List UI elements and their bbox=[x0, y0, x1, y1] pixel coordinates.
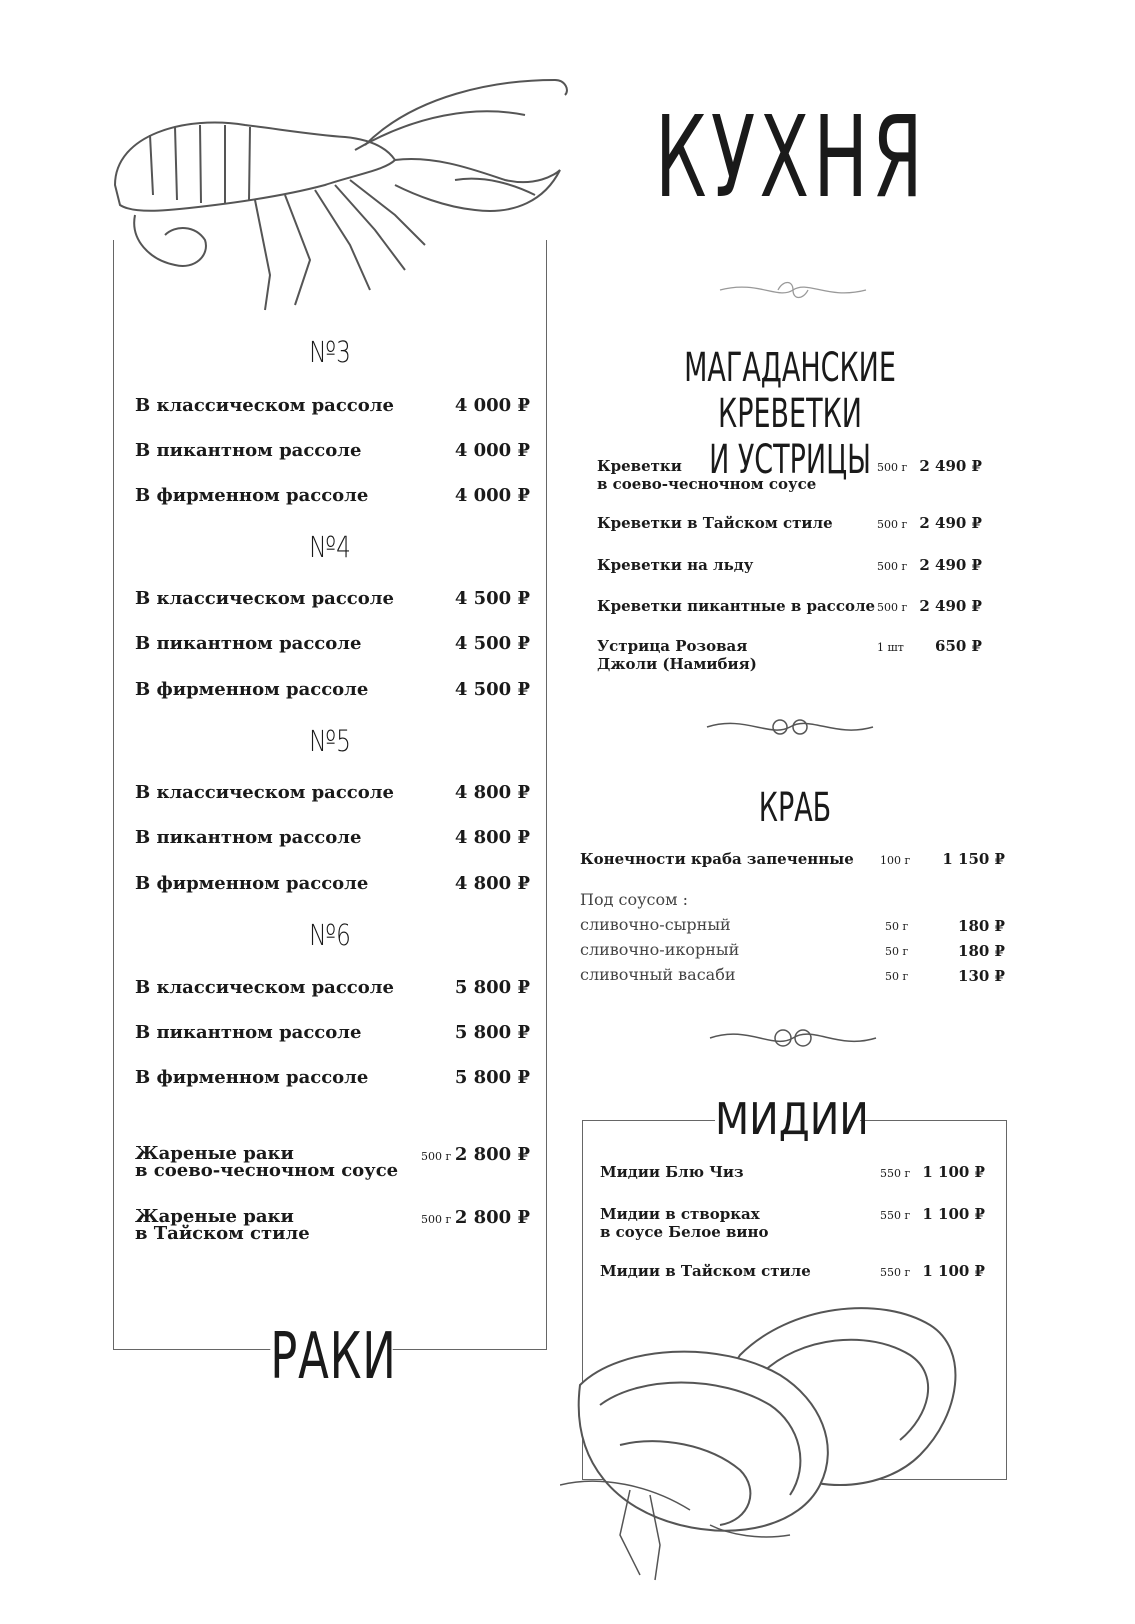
sauce-label: Под соусом : bbox=[580, 890, 689, 909]
flourish-divider bbox=[705, 710, 875, 744]
section-label: №4 bbox=[309, 530, 351, 564]
shrimp-heading: МАГАДАНСКИЕ КРЕВЕТКИ И УСТРИЦЫ bbox=[684, 345, 896, 483]
menu-item: Мидии в створках в соусе Белое вино 550 г 1 100 ₽ bbox=[600, 1205, 985, 1241]
menu-item: Креветки в Тайском стиле 500 г 2 490 ₽ bbox=[597, 514, 982, 532]
mussels-heading: МИДИИ bbox=[715, 1090, 860, 1150]
flourish-divider bbox=[718, 275, 868, 305]
section-label: №5 bbox=[309, 724, 351, 758]
menu-item: Мидии Блю Чиз 550 г 1 100 ₽ bbox=[600, 1163, 985, 1181]
menu-item: Мидии в Тайском стиле 550 г 1 100 ₽ bbox=[600, 1262, 985, 1280]
menu-item: Креветки в соево-чесночном соусе 500 г 2 490 ₽ bbox=[597, 457, 982, 493]
crab-heading: КРАБ bbox=[758, 785, 832, 831]
menu-item: Жареные раки в Тайском стиле 500 г 2 800 ₽ bbox=[135, 1206, 530, 1244]
sauce-item: сливочно-сырный 50 г 180 ₽ bbox=[580, 915, 1005, 935]
section-label: №6 bbox=[309, 918, 351, 952]
menu-item: Креветки на льду 500 г 2 490 ₽ bbox=[597, 556, 982, 574]
menu-item: Креветки пикантные в рассоле 500 г 2 490 ₽ bbox=[597, 597, 982, 615]
mussel-illustration bbox=[560, 1295, 980, 1585]
menu-item: Жареные раки в соево-чесночном соусе 500 г 2 800 ₽ bbox=[135, 1143, 530, 1181]
menu-item: Устрица Розовая Джоли (Намибия) 1 шт 650 ₽ bbox=[597, 637, 982, 673]
page-title: КУХНЯ bbox=[655, 93, 927, 223]
sauce-item: сливочный васаби 50 г 130 ₽ bbox=[580, 965, 1005, 985]
sauce-item: сливочно-икорный 50 г 180 ₽ bbox=[580, 940, 1005, 960]
flourish-divider bbox=[708, 1020, 878, 1056]
section-label: №3 bbox=[309, 335, 351, 369]
menu-item: Конечности краба запеченные 100 г 1 150 ₽ bbox=[580, 850, 1005, 868]
crayfish-heading: РАКИ bbox=[270, 1312, 392, 1402]
